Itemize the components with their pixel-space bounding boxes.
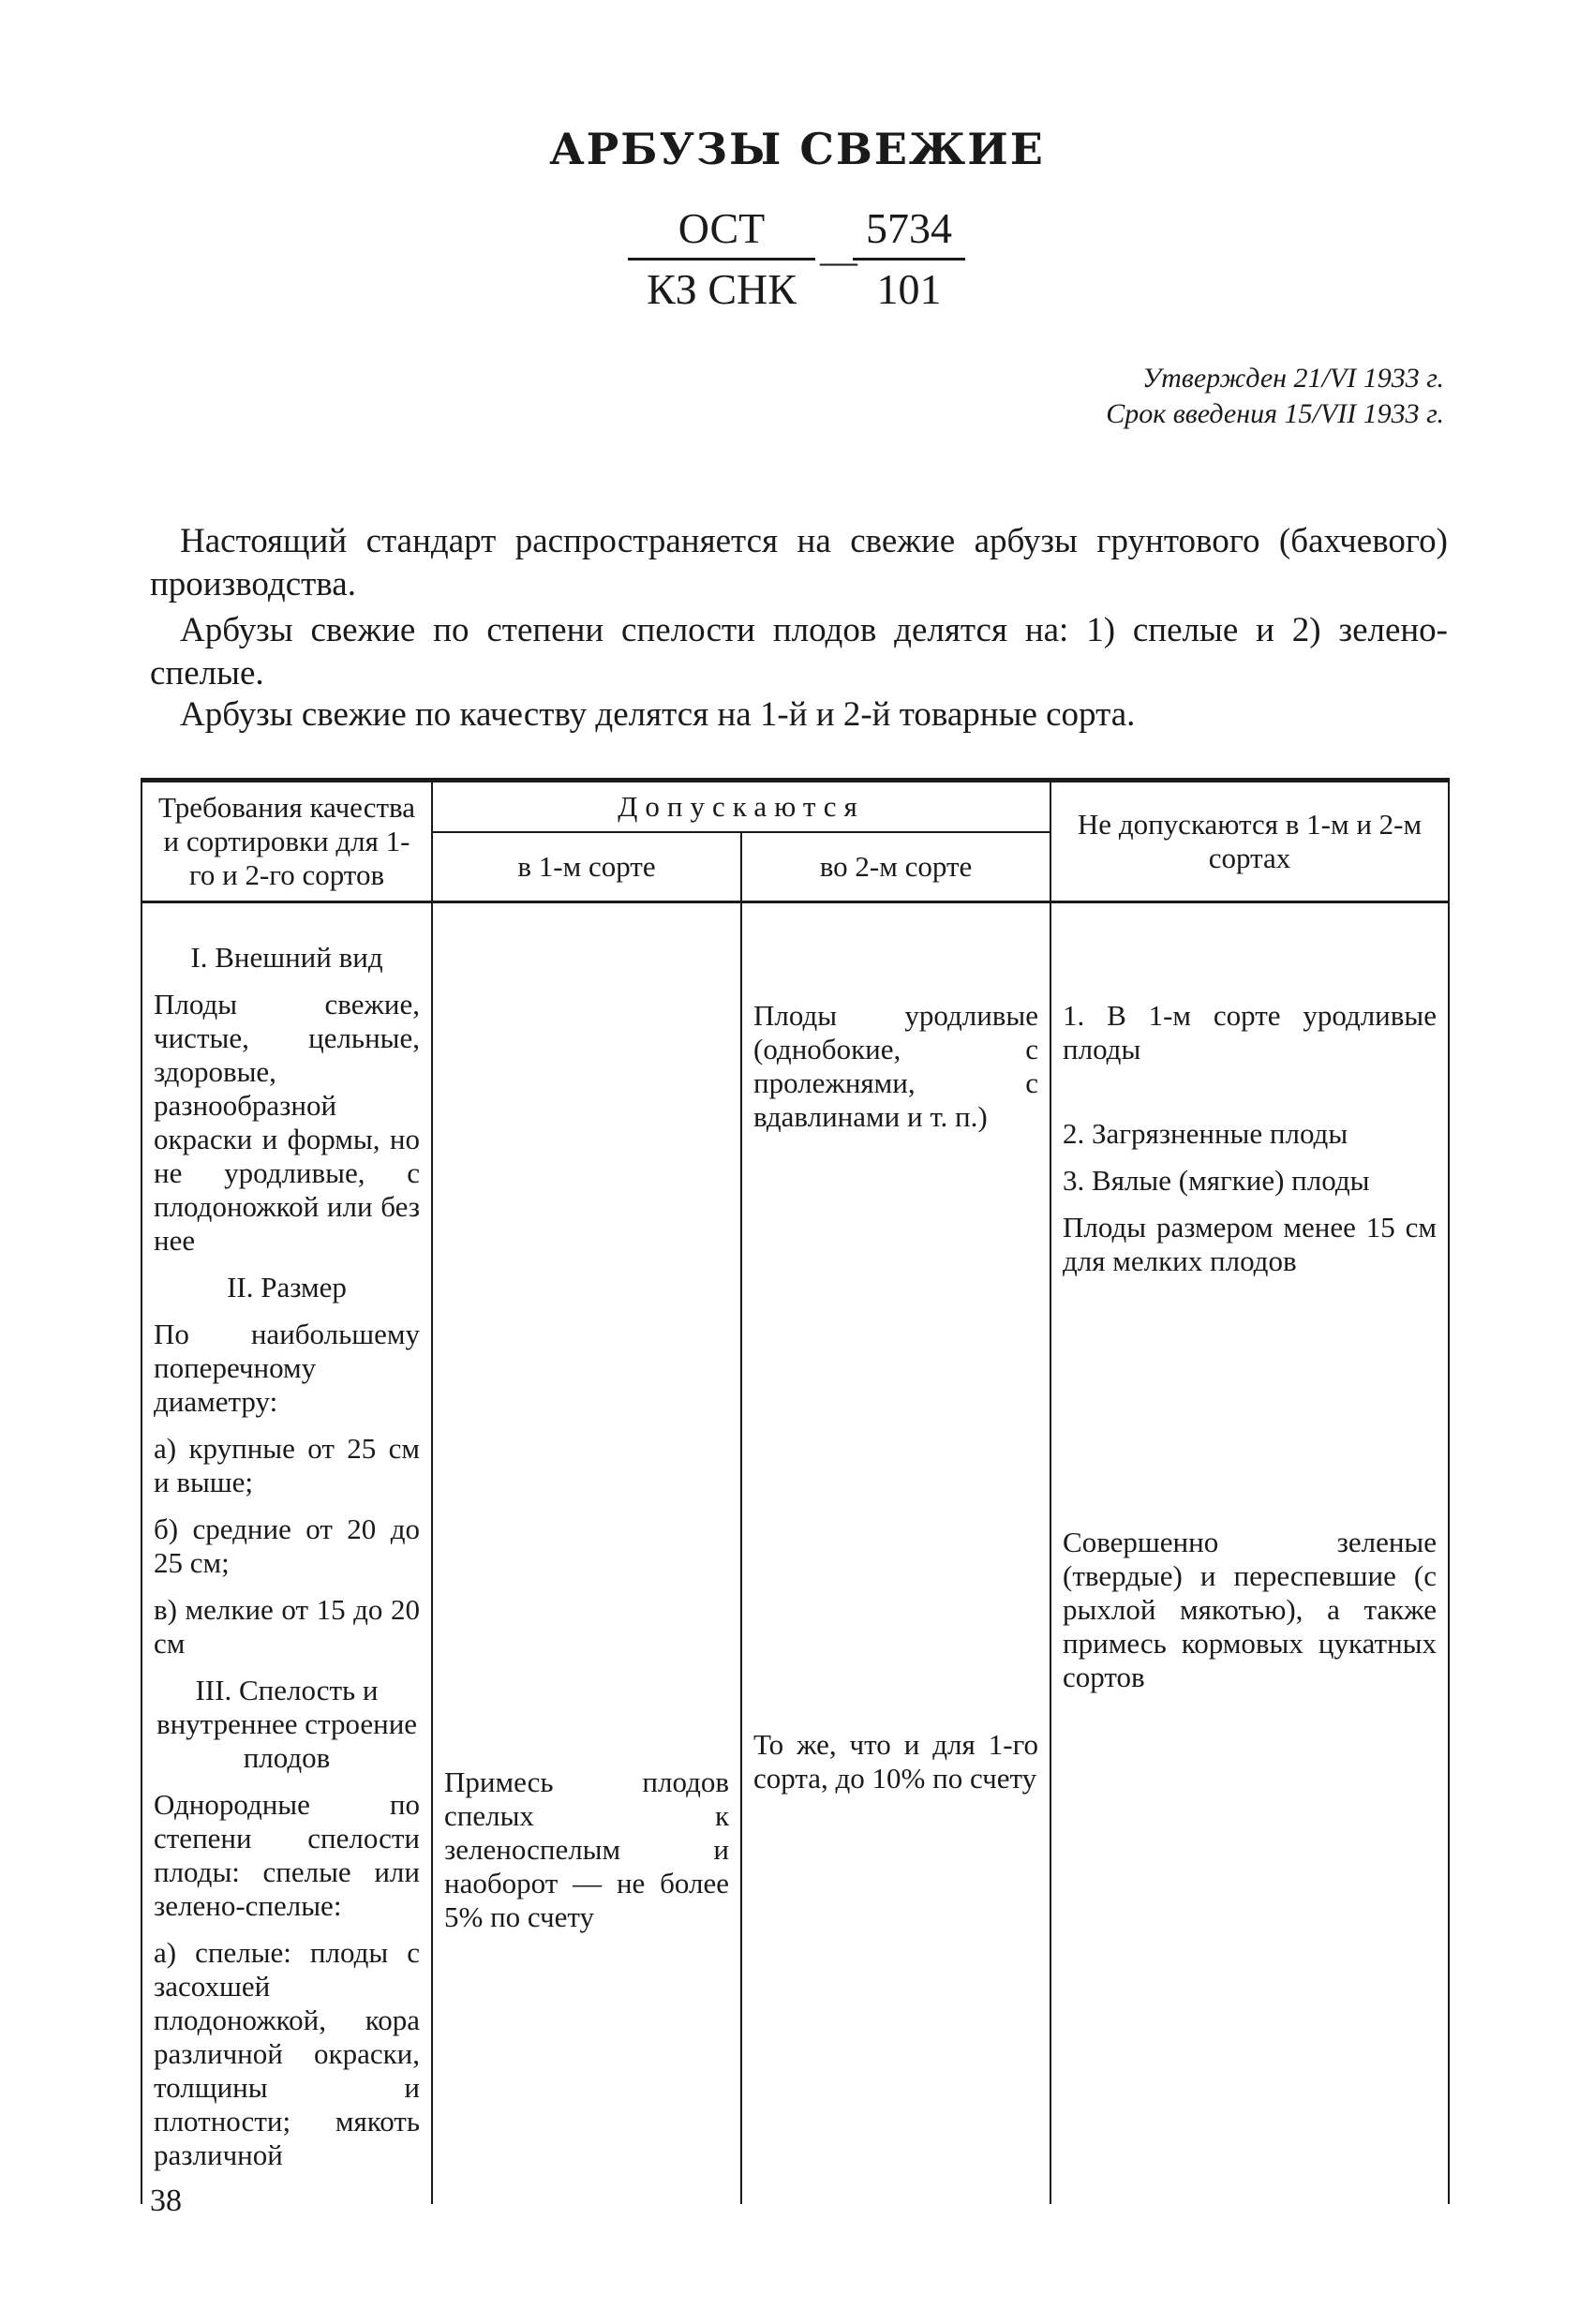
ripeness-requirement: Однородные по степени спелости плоды: спелые или зелено-спелые: [154,1788,420,1922]
size-medium: б) средние от 20 до 25 см; [154,1512,420,1579]
second-grade-ripeness: То же, что и для 1-го сорта, до 10% по счету [753,1728,1039,1795]
appearance-requirement: Плоды свежие, чистые, цельные, здоровые, разнообразной окраски и формы, но не уродливые, с плодоножкой или без нее [154,988,420,1257]
not-allowed-ugly: 1. В 1-м сорте уродливые плоды [1063,999,1438,1065]
header-not-allowed: Не допускаются в 1-м и 2-м сортах [1050,781,1449,902]
section-title-appearance: I. Внешний вид [190,941,383,974]
paragraph-grades [150,693,1448,737]
first-grade-ripeness: Примесь плодов спелых к зеленоспелым и наоборот — не более 5% по счету [444,1765,729,1933]
paragraph-text: Арбузы свежие по степени спелости плодов делятся на: 1) спелые и 2) зелено-спелые. [150,611,1448,693]
size-intro: По наибольшему поперечному диаметру: [154,1318,420,1418]
size-large: а) крупные от 25 см и выше; [154,1432,420,1498]
paragraph-text: Арбузы свежие по качеству делятся на 1-й и 2-й товарные сорта. [180,695,1136,734]
fraction-line [628,258,815,261]
designation-left-numerator: ОСТ [678,204,766,252]
paragraph-ripeness [150,609,1448,695]
section-title-ripeness: III. Спелость и внутреннее строение плодов [156,1674,418,1774]
not-allowed-wilted: 3. Вялые (мягкие) плоды [1063,1164,1370,1197]
first-grade-cell [432,902,741,2205]
standard-designation [628,201,975,314]
not-allowed-dirty: 2. Загрязненные плоды [1063,1117,1348,1150]
not-allowed-cell [1050,902,1449,2205]
approval-block [1106,361,1444,432]
fraction-line [853,258,965,261]
designation-right-numerator: 5734 [866,204,952,252]
page-number: 38 [150,2183,182,2218]
designation-left [628,201,815,317]
not-allowed-ripeness: Совершенно зеленые (твердые) и переспевшие (с рыхлой мякотью), а также примесь кормовых цукатных сортов [1063,1526,1438,1693]
designation-separator: — [820,240,857,282]
effective-date: Срок введения 15/VII 1933 г. [1106,398,1444,429]
second-grade-cell [741,902,1050,2205]
not-allowed-size: Плоды размером менее 15 см для мелких плодов [1063,1211,1438,1277]
header-first-grade: в 1-м сорте [432,832,741,902]
ripeness-ripe: а) спелые: плоды с засохшей плодоножкой, кора различной окраски, толщины и плотности; мякоть различной [154,1936,420,2171]
requirements-cell [142,902,432,2205]
designation-right [853,201,965,317]
section-title-size: II. Размер [227,1271,347,1304]
designation-right-denominator: 101 [876,265,942,313]
document-title: АРБУЗЫ СВЕЖИЕ [549,124,1045,174]
designation-left-denominator: КЗ СНК [647,265,797,313]
header-allowed: Допускаются [432,781,1050,833]
table-row [142,902,1449,2205]
quality-table [141,778,1450,2204]
header-requirements: Требования качества и сортировки для 1-го и 2-го сортов [142,781,432,902]
second-grade-appearance: Плоды уродливые (однобокие, с пролежнями, с вдавлинами и т. п.) [753,999,1039,1133]
paragraph-text: Настоящий стандарт распространяется на свежие арбузы грунтового (бахчевого) производства. [150,522,1448,603]
header-second-grade: во 2-м сорте [741,832,1050,902]
paragraph-scope [150,520,1448,606]
approved-date: Утвержден 21/VI 1933 г. [1141,363,1444,394]
size-small: в) мелкие от 15 до 20 см [154,1593,420,1660]
